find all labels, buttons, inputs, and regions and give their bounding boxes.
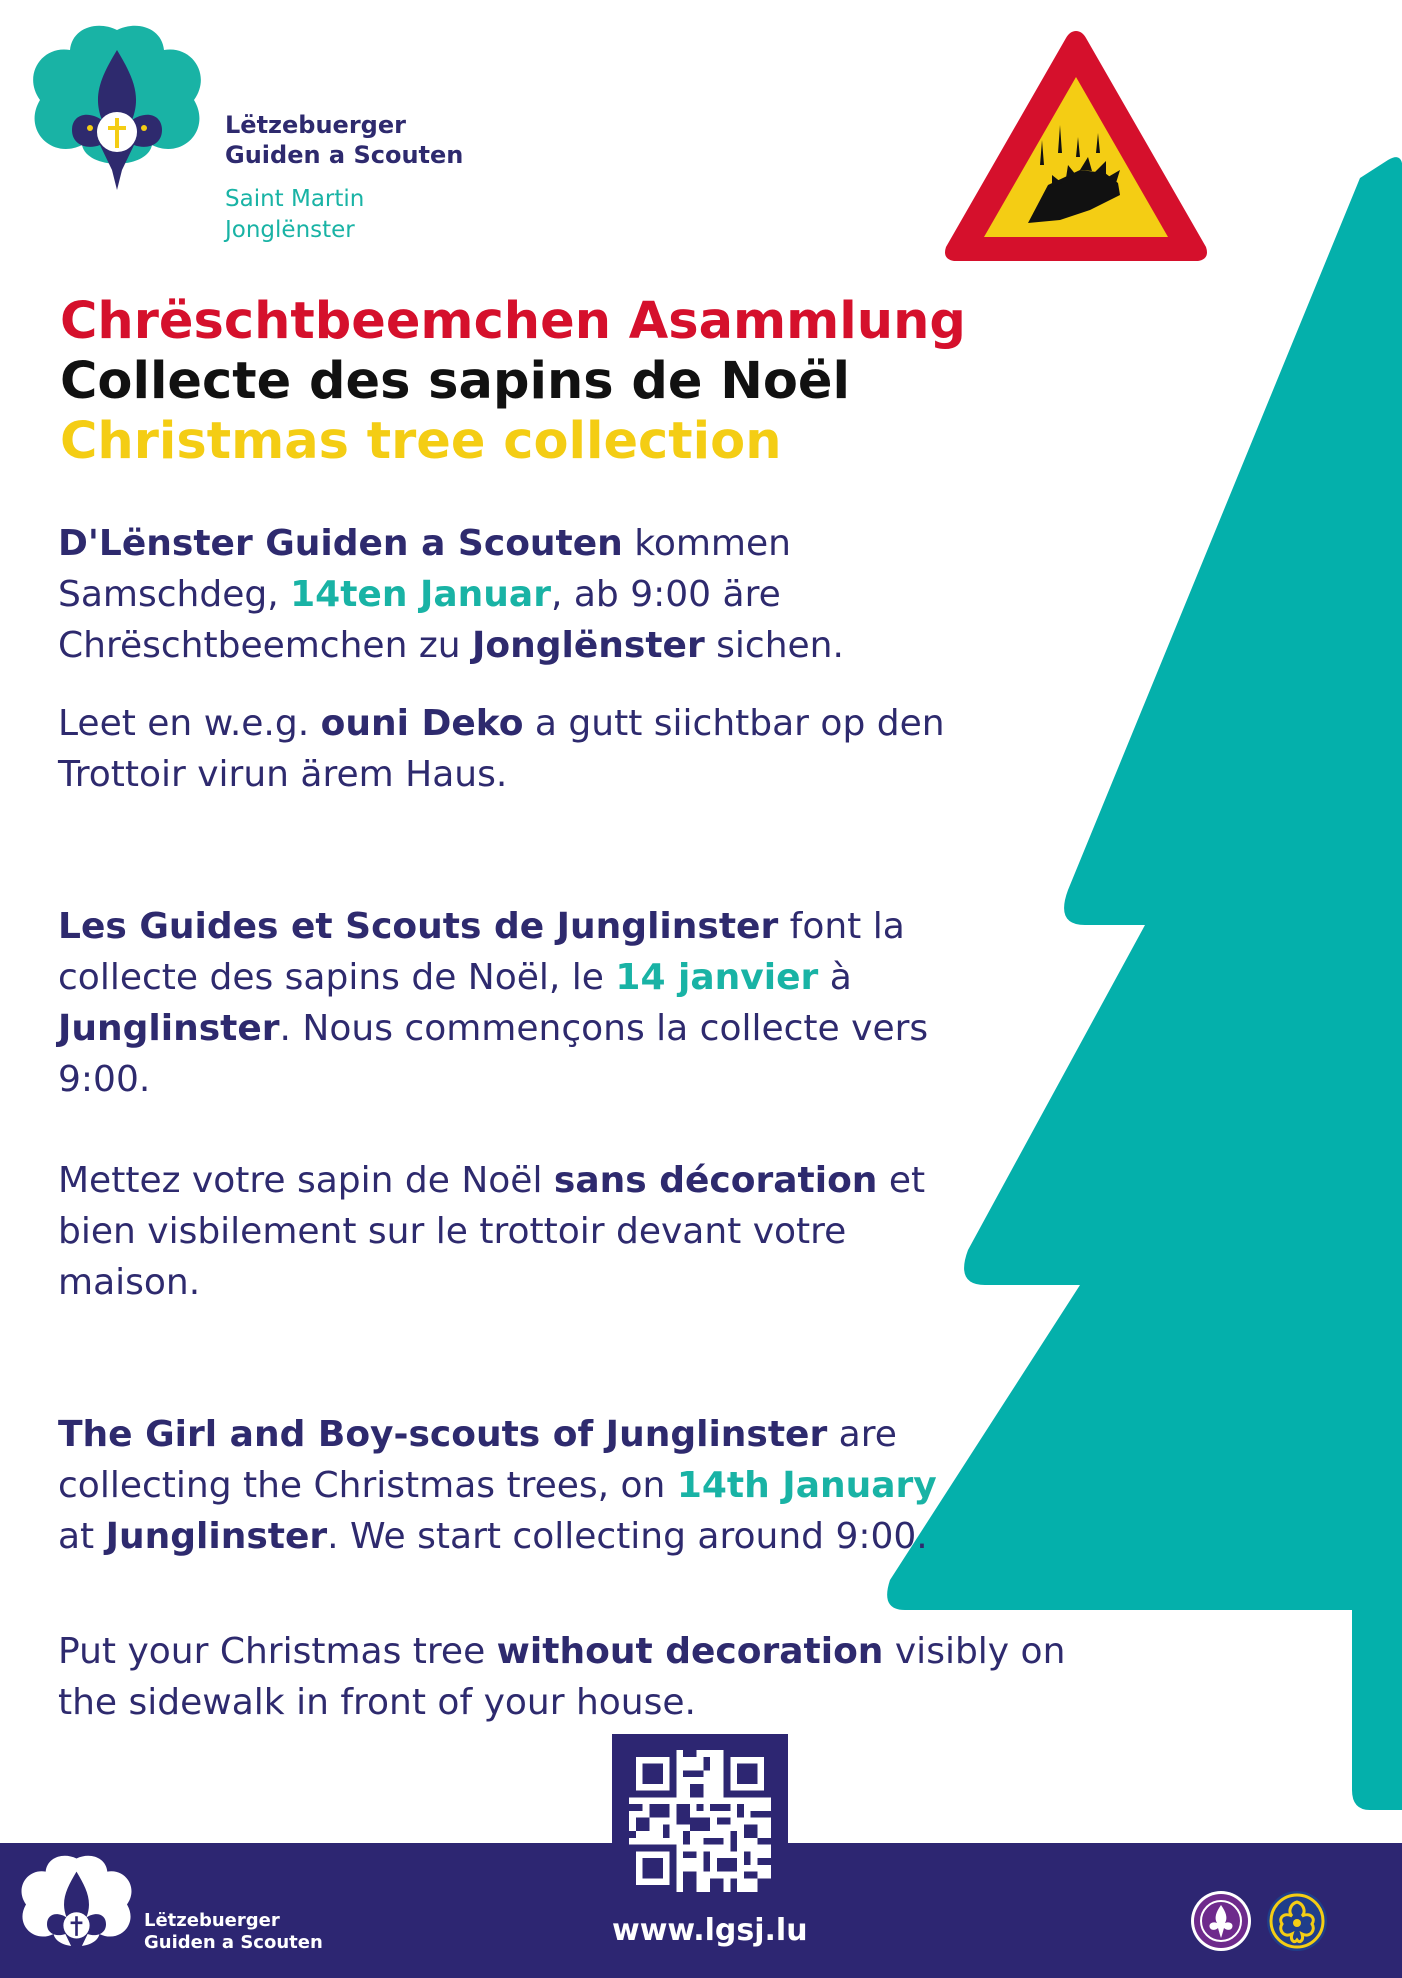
en-paragraph-1 <box>58 1409 958 1562</box>
scouts-logo <box>22 20 212 200</box>
lb-p1-group: D'Lënster Guiden a Scouten <box>58 523 623 564</box>
footer-scouts-logo <box>14 1852 139 1970</box>
fr-p1-place: Junglinster <box>58 1008 280 1049</box>
footer-org-line1: Lëtzebuerger <box>144 1910 280 1931</box>
lb-p2-text2: a gutt siichtbar op den Trottoir virun ärem Haus. <box>58 703 945 795</box>
fr-p1-text2: à <box>818 957 852 998</box>
lb-paragraph-1 <box>58 518 1018 671</box>
en-p1-date: 14th January <box>676 1465 937 1506</box>
wosm-badge-icon <box>1190 1890 1252 1952</box>
website-link[interactable]: www.lgsj.lu <box>612 1913 808 1948</box>
footer-org-line2: Guiden a Scouten <box>144 1932 323 1953</box>
wagggs-badge-icon <box>1266 1890 1328 1952</box>
en-p1-text2: at <box>58 1516 106 1557</box>
fr-p1-date: 14 janvier <box>615 957 819 998</box>
footer-org-name <box>144 1910 323 1954</box>
group-name <box>225 184 364 246</box>
title-english: Christmas tree collection <box>60 412 782 471</box>
org-name <box>225 110 463 170</box>
group-name-line2: Jonglënster <box>225 217 355 243</box>
title-french: Collecte des sapins de Noël <box>60 352 851 411</box>
org-name-line2: Guiden a Scouten <box>225 141 464 169</box>
en-p1-text3: . We start collecting around 9:00. <box>327 1516 928 1557</box>
fr-paragraph-2 <box>58 1155 998 1308</box>
fr-p2-text: Mettez votre sapin de Noël <box>58 1160 554 1201</box>
en-p2-text2: visibly on the sidewalk in front of your house. <box>58 1631 1066 1723</box>
lb-p1-text2: , ab 9:00 äre Chrëschtbeemchen zu <box>58 574 781 666</box>
group-name-line1: Saint Martin <box>225 186 365 212</box>
en-p2-highlight: without decoration <box>496 1631 884 1672</box>
lb-p2-highlight: ouni Deko <box>320 703 524 744</box>
en-paragraph-2 <box>58 1626 1078 1728</box>
fr-p1-text3: . Nous commençons la collecte vers 9:00. <box>58 1008 929 1100</box>
title-luxembourgish: Chrëschtbeemchen Asammlung <box>60 292 966 351</box>
fr-paragraph-1 <box>58 901 1008 1105</box>
en-p1-place: Junglinster <box>105 1516 328 1557</box>
fr-p2-text2: et bien visbilement sur le trottoir devant votre maison. <box>58 1160 926 1303</box>
fr-p1-text: font la collecte des sapins de Noël, le <box>58 906 905 998</box>
lb-p1-text3: sichen. <box>704 625 844 666</box>
en-p1-text: are collecting the Christmas trees, on <box>58 1414 897 1506</box>
lb-p1-date: 14ten Januar <box>290 574 551 615</box>
en-p2-text: Put your Christmas tree <box>58 1631 497 1672</box>
lb-p1-text: kommen Samschdeg, <box>58 523 791 615</box>
lb-paragraph-2 <box>58 698 1018 800</box>
title-block <box>60 292 1040 472</box>
lb-p1-place: Jonglënster <box>471 625 705 666</box>
org-name-line1: Lëtzebuerger <box>225 111 406 139</box>
en-p1-group: The Girl and Boy-scouts of Junglinster <box>58 1414 828 1455</box>
qr-code-icon[interactable] <box>629 1750 771 1892</box>
warning-sign-icon <box>940 25 1212 270</box>
fr-p1-group: Les Guides et Scouts de Junglinster <box>58 906 779 947</box>
lb-p2-text: Leet en w.e.g. <box>58 703 321 744</box>
fr-p2-highlight: sans décoration <box>553 1160 878 1201</box>
